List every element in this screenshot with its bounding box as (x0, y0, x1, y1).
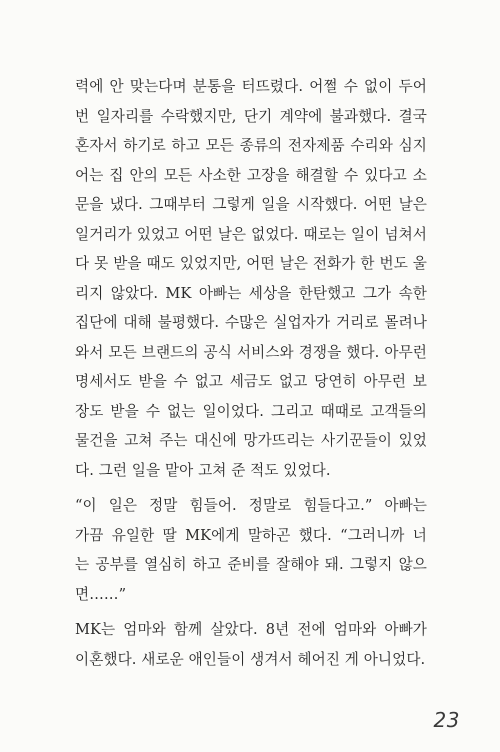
text-line: 다. 그런 일을 맡아 고쳐 준 적도 있었다. (75, 461, 331, 479)
text-line: “이 일은 정말 힘들어. 정말로 힘들다고.” 아빠는 (75, 497, 427, 514)
text-line: 번 일자리를 수락했지만, 단기 계약에 불과했다. 결국 (75, 107, 427, 125)
body-text (75, 72, 427, 674)
text-line: 물건을 고쳐 주는 대신에 망가뜨리는 사기꾼들이 있었 (75, 432, 427, 449)
text-line: 리지 않았다. MK 아빠는 세상을 한탄했고 그가 속한 (75, 284, 427, 302)
text-line: 면……” (75, 585, 127, 603)
text-line: 다 못 받을 때도 있었지만, 어떤 날은 전화가 한 번도 울 (75, 255, 427, 272)
text-line: 장도 받을 수 없는 일이었다. 그리고 때때로 고객들의 (75, 402, 427, 420)
text-line: 어는 집 안의 모든 사소한 고장을 해결할 수 있다고 소 (75, 166, 427, 184)
text-line: 명세서도 받을 수 없고 세금도 없고 당연히 아무런 보 (75, 373, 427, 390)
text-line: 이혼했다. 새로운 애인들이 생겨서 헤어진 게 아니었다. (75, 650, 426, 668)
text-line: 가끔 유일한 딸 MK에게 말하곤 했다. “그러니까 너 (75, 526, 427, 544)
text-line: 력에 안 맞는다며 분통을 터뜨렸다. 어쩔 수 없이 두어 (75, 78, 427, 95)
text-line: 와서 모든 브랜드의 공식 서비스와 경쟁을 했다. 아무런 (75, 343, 427, 361)
text-line: 집단에 대해 불평했다. 수많은 실업자가 거리로 몰려나 (75, 314, 427, 331)
text-line: 일거리가 있었고 어떤 날은 없었다. 때로는 일이 넘쳐서 (75, 225, 427, 243)
text-line: 는 공부를 열심히 하고 준비를 잘해야 돼. 그렇지 않으 (75, 556, 427, 573)
text-line: MK는 엄마와 함께 살았다. 8년 전에 엄마와 아빠가 (75, 621, 427, 638)
text-line: 혼자서 하기로 하고 모든 종류의 전자제품 수리와 심지 (75, 137, 427, 154)
text-line: 문을 냈다. 그때부터 그렇게 일을 시작했다. 어떤 날은 (75, 196, 427, 213)
page-number: 23 (433, 708, 460, 732)
